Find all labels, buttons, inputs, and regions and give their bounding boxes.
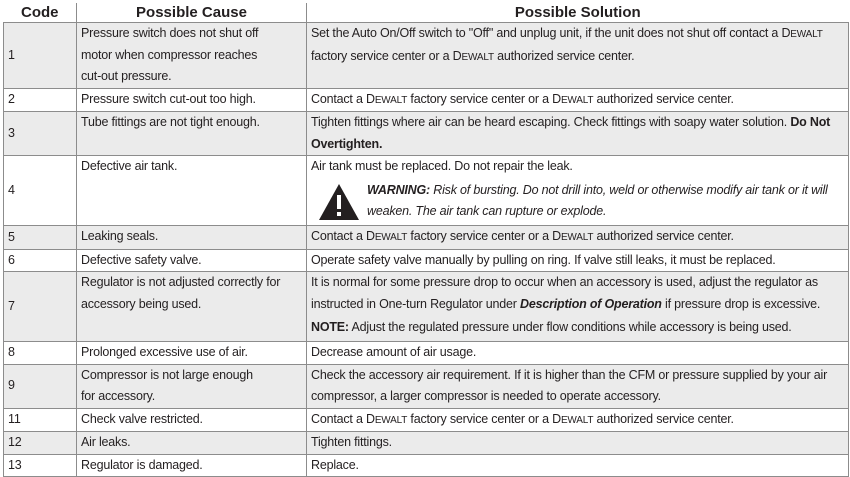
solution-text: if pressure drop is excessive.: [661, 296, 821, 311]
code-cell: 6: [4, 249, 77, 272]
cause-line: accessory being used.: [81, 296, 202, 311]
cause-line: Leaking seals.: [81, 229, 159, 243]
cause-cell: [77, 112, 307, 156]
code-cell: 12: [4, 432, 77, 455]
solution-paragraph: [311, 272, 844, 315]
table-row: [4, 454, 849, 477]
note-paragraph: [311, 317, 844, 339]
solution-text: authorized service center.: [593, 411, 734, 426]
cause-cell: [77, 432, 307, 455]
cause-line: Regulator is damaged.: [81, 457, 203, 472]
solution-cell: [307, 156, 849, 226]
code-cell: 8: [4, 342, 77, 365]
troubleshooting-table: [3, 3, 849, 477]
warning-triangle-icon: [317, 182, 361, 222]
cause-cell: [77, 454, 307, 477]
cause-line: Defective air tank.: [81, 159, 178, 173]
solution-cell: Replace.: [307, 454, 849, 477]
code-cell: 11: [4, 408, 77, 432]
cause-line: Tube fittings are not tight enough.: [81, 115, 260, 129]
solution-text: It is normal for some pressure drop to occur when an accessory is used, adjust the regulator as instructed in One-turn Regulator under: [311, 275, 818, 311]
cause-line: Pressure switch does not shut off: [81, 26, 259, 40]
cause-cell: [77, 226, 307, 250]
code-cell: 5: [4, 226, 77, 250]
solution-text: Tighten fittings where air can be heard escaping. Check fittings with soapy water solution.: [311, 115, 791, 129]
cause-cell: [77, 342, 307, 365]
solution-bold-text: Do Not Overtighten.: [311, 115, 831, 151]
solution-cell: Operate safety valve manually by pulling on ring. If valve still leaks, it must be replaced.: [307, 249, 849, 272]
cause-cell: [77, 88, 307, 112]
solution-cell: Decrease amount of air usage.: [307, 342, 849, 365]
warning-body: Risk of bursting. Do not drill into, weld or otherwise modify air tank or it will weaken. The air tank can rupture or explode.: [367, 182, 828, 218]
solution-cell: Check the accessory air requirement. If it is higher than the CFM or pressure supplied by your air compressor, a larger compressor is needed to operate accessory.: [307, 364, 849, 408]
warning-block: [311, 180, 844, 223]
table-row: [4, 226, 849, 250]
brand-text: EWALT: [461, 51, 494, 63]
cause-line: cut-out pressure.: [81, 69, 172, 83]
cause-line: motor when compressor reaches: [81, 47, 258, 62]
code-cell: 1: [4, 23, 77, 89]
brand-text: EWALT: [374, 232, 408, 243]
cause-line: Check valve restricted.: [81, 411, 203, 426]
table-row: [4, 342, 849, 365]
solution-text: Set the Auto On/Off switch to "Off" and unplug unit, if the unit does not shut off contact a D: [311, 26, 791, 40]
solution-text: Air tank must be replaced. Do not repair the leak.: [311, 159, 573, 173]
cause-cell: [77, 272, 307, 342]
note-text: Adjust the regulated pressure under flow conditions while accessory is being used.: [348, 320, 792, 334]
solution-cell: [307, 23, 849, 89]
table-row: [4, 432, 849, 455]
table-row: [4, 272, 849, 342]
solution-cell: [307, 112, 849, 156]
cause-line: Air leaks.: [81, 435, 131, 449]
cause-line: Defective safety valve.: [81, 252, 202, 267]
cause-cell: [77, 156, 307, 226]
solution-text: factory service center or a D: [407, 91, 561, 106]
solution-text: Contact a D: [311, 411, 375, 426]
solution-text: Contact a D: [311, 229, 375, 243]
cause-line: Prolonged excessive use of air.: [81, 345, 248, 359]
code-cell: 13: [4, 454, 77, 477]
table-row: [4, 112, 849, 156]
table-row: [4, 408, 849, 432]
brand-text: EWALT: [374, 94, 408, 106]
solution-text: factory service center or a D: [311, 48, 462, 63]
cause-cell: [77, 249, 307, 272]
header-code: Code: [4, 3, 77, 23]
solution-cell: Tighten fittings.: [307, 432, 849, 455]
code-cell: 2: [4, 88, 77, 112]
table-row: [4, 364, 849, 408]
warning-text: [367, 180, 844, 223]
solution-text: Contact a D: [311, 91, 375, 106]
brand-text: EWALT: [560, 232, 594, 243]
solution-text: authorized service center.: [493, 48, 635, 63]
note-label: NOTE:: [311, 320, 349, 334]
solution-cell: [307, 88, 849, 112]
cause-cell: [77, 23, 307, 89]
solution-text: factory service center or a D: [407, 411, 561, 426]
cause-line: Regulator is not adjusted correctly for: [81, 275, 281, 289]
cause-line: for accessory.: [81, 389, 156, 403]
cause-cell: [77, 408, 307, 432]
table-row: [4, 88, 849, 112]
header-possible-solution: Possible Solution: [307, 3, 849, 23]
table-row: [4, 249, 849, 272]
solution-bold-italic-text: Description of Operation: [520, 296, 662, 311]
table-row: [4, 156, 849, 226]
solution-text: authorized service center.: [593, 229, 734, 243]
solution-cell: [307, 408, 849, 432]
solution-text: authorized service center.: [593, 91, 734, 106]
brand-text: EWALT: [560, 414, 594, 426]
cause-cell: [77, 364, 307, 408]
code-cell: 4: [4, 156, 77, 226]
cause-line: Compressor is not large enough: [81, 367, 253, 382]
brand-text: EWALT: [374, 414, 408, 426]
solution-cell: [307, 272, 849, 342]
cause-line: Pressure switch cut-out too high.: [81, 91, 256, 106]
brand-text: EWALT: [790, 29, 823, 40]
solution-text: factory service center or a D: [407, 229, 561, 243]
solution-cell: [307, 226, 849, 250]
table-row: [4, 23, 849, 89]
header-row: [4, 3, 849, 23]
brand-text: EWALT: [560, 94, 594, 106]
code-cell: 9: [4, 364, 77, 408]
code-cell: 7: [4, 272, 77, 342]
code-cell: 3: [4, 112, 77, 156]
warning-label: WARNING:: [367, 182, 430, 197]
header-possible-cause: Possible Cause: [77, 3, 307, 23]
